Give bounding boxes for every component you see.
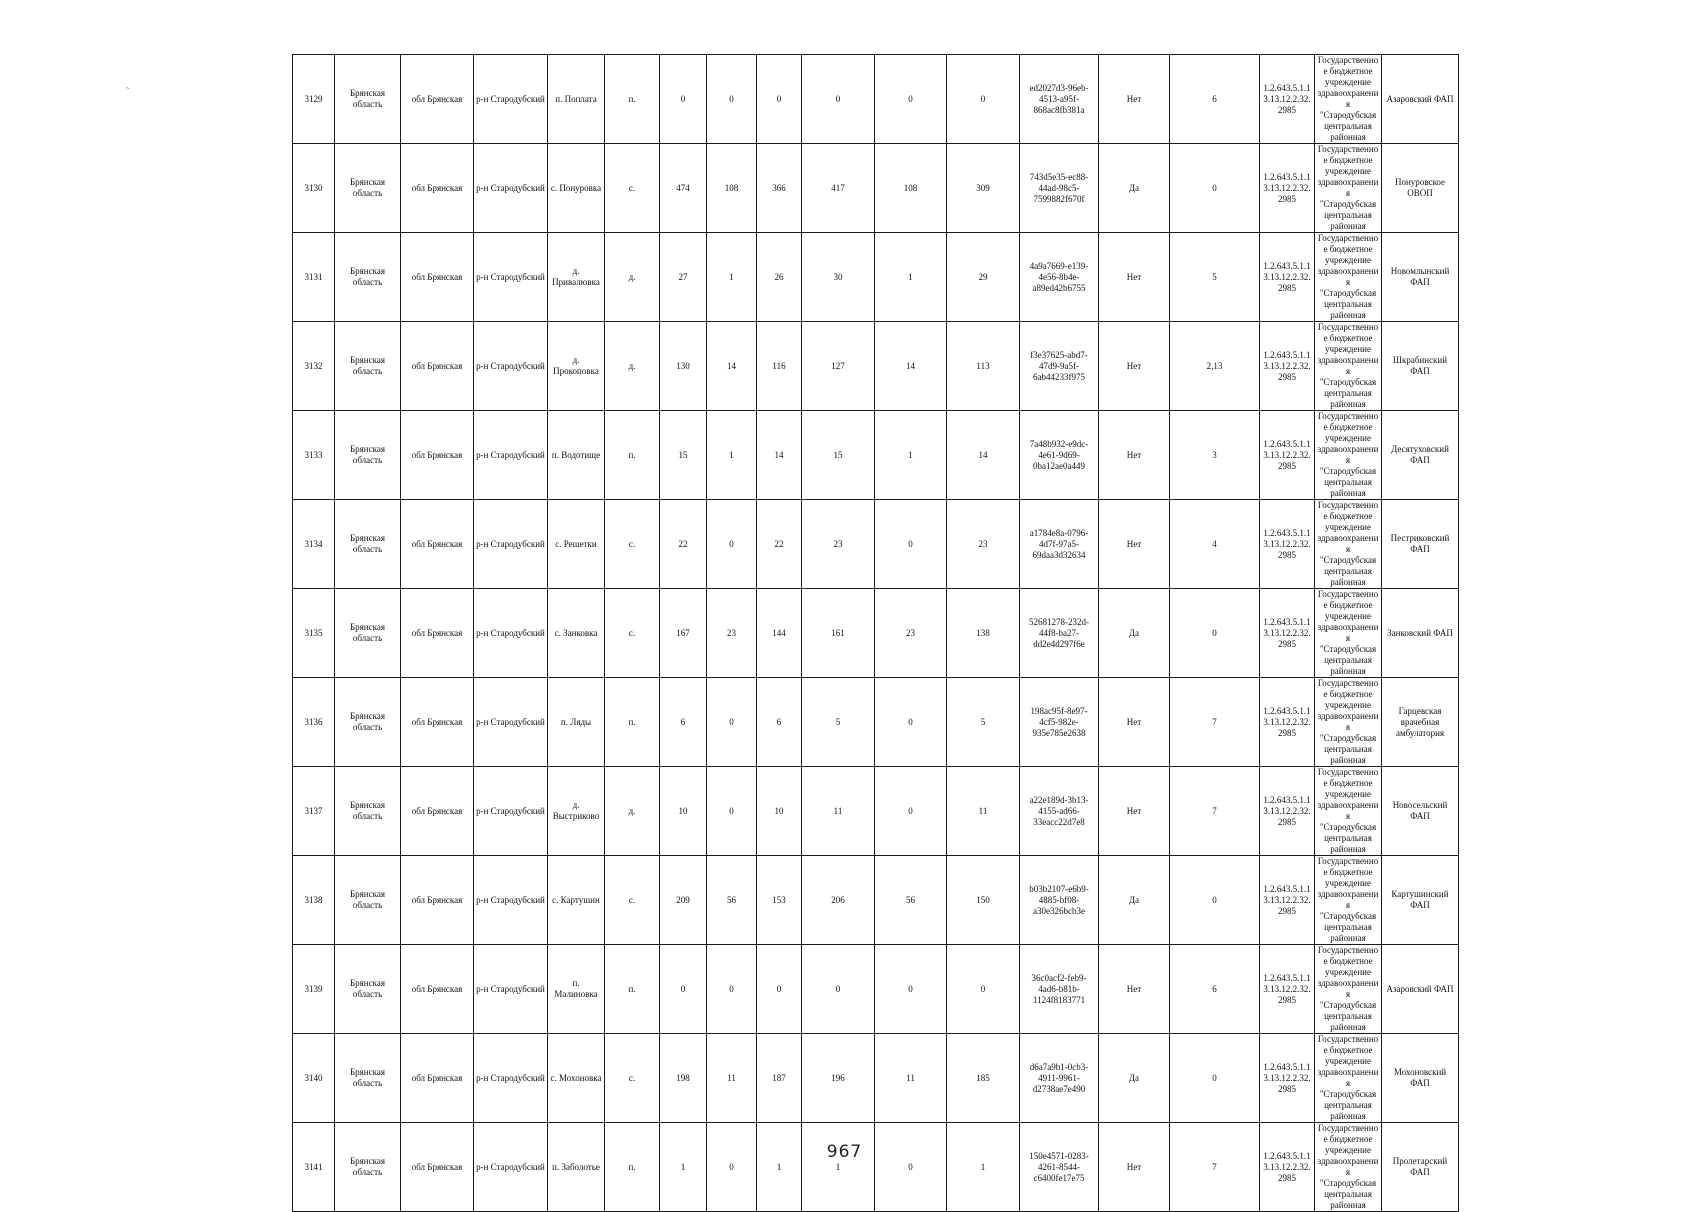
value-1-cell: 15 [660, 411, 707, 500]
table-row [293, 945, 1459, 1034]
settlement-guid-cell: 52681278-232d-44f8-ba27-dd2e4d297f6e [1020, 589, 1099, 678]
settlement-type-cell: п. [605, 945, 660, 1034]
settlement-type-cell: п. [605, 678, 660, 767]
value-3-cell: 22 [757, 500, 802, 589]
value-3-cell: 144 [757, 589, 802, 678]
settlement-guid-cell: 4a9a7669-e139-4e56-8b4e-a89ed42b6755 [1020, 233, 1099, 322]
facility-name-cell: Новосельский ФАП [1382, 767, 1459, 856]
district-name-cell: р-н Стародубский [474, 945, 548, 1034]
institution-name-cell: Государственное бюджетное учреждение здравоохранения "Стародубская центральная районная [1315, 411, 1382, 500]
institution-oid-cell: 1.2.643.5.1.13.13.12.2.32.2985 [1260, 678, 1315, 767]
district-name-cell: р-н Стародубский [474, 1034, 548, 1123]
institution-oid-cell: 1.2.643.5.1.13.13.12.2.32.2985 [1260, 856, 1315, 945]
institution-name-cell: Государственное бюджетное учреждение здравоохранения "Стародубская центральная районная [1315, 945, 1382, 1034]
value-3-cell: 6 [757, 678, 802, 767]
institution-name-cell: Государственное бюджетное учреждение здравоохранения "Стародубская центральная районная [1315, 1034, 1382, 1123]
settlement-type-cell: д. [605, 322, 660, 411]
value-1-cell: 6 [660, 678, 707, 767]
value-1-cell: 27 [660, 233, 707, 322]
has-facility-flag-cell: Нет [1099, 55, 1170, 144]
facility-name-cell: Азаровский ФАП [1382, 945, 1459, 1034]
settlement-guid-cell: ed2027d3-96eb-4513-a95f-868ac8fb381a [1020, 55, 1099, 144]
value-3-cell: 366 [757, 144, 802, 233]
table-row [293, 589, 1459, 678]
facility-name-cell: Пролетарский ФАП [1382, 1123, 1459, 1212]
region-name-cell: Брянская область [335, 856, 401, 945]
table-row [293, 144, 1459, 233]
value-2-cell: 11 [707, 1034, 757, 1123]
institution-oid-cell: 1.2.643.5.1.13.13.12.2.32.2985 [1260, 144, 1315, 233]
oblast-name-cell: обл Брянская [401, 589, 474, 678]
region-name-cell: Брянская область [335, 589, 401, 678]
value-5-cell: 0 [875, 945, 947, 1034]
institution-name-cell: Государственное бюджетное учреждение здравоохранения "Стародубская центральная районная [1315, 678, 1382, 767]
oblast-name-cell: обл Брянская [401, 678, 474, 767]
settlement-guid-cell: 198ac95f-8e97-4cf5-982e-935e785e2638 [1020, 678, 1099, 767]
value-6-cell: 138 [947, 589, 1020, 678]
value-6-cell: 5 [947, 678, 1020, 767]
oblast-name-cell: обл Брянская [401, 767, 474, 856]
value-1-cell: 0 [660, 945, 707, 1034]
facility-name-cell: Мохоновский ФАП [1382, 1034, 1459, 1123]
oblast-name-cell: обл Брянская [401, 856, 474, 945]
value-6-cell: 29 [947, 233, 1020, 322]
value-5-cell: 0 [875, 1123, 947, 1212]
institution-name-cell: Государственное бюджетное учреждение здравоохранения "Стародубская центральная районная [1315, 856, 1382, 945]
value-2-cell: 0 [707, 500, 757, 589]
institution-name-cell: Государственное бюджетное учреждение здравоохранения "Стародубская центральная районная [1315, 233, 1382, 322]
value-3-cell: 14 [757, 411, 802, 500]
distance-value-cell: 0 [1170, 589, 1260, 678]
institution-name-cell: Государственное бюджетное учреждение здравоохранения "Стародубская центральная районная [1315, 322, 1382, 411]
value-3-cell: 0 [757, 55, 802, 144]
district-name-cell: р-н Стародубский [474, 322, 548, 411]
settlement-type-cell: п. [605, 55, 660, 144]
district-name-cell: р-н Стародубский [474, 55, 548, 144]
value-6-cell: 309 [947, 144, 1020, 233]
value-3-cell: 187 [757, 1034, 802, 1123]
row-number-cell: 3139 [293, 945, 335, 1034]
row-number-cell: 3131 [293, 233, 335, 322]
facility-name-cell: Азаровский ФАП [1382, 55, 1459, 144]
settlement-name-cell: д. Прокоповка [548, 322, 605, 411]
district-name-cell: р-н Стародубский [474, 678, 548, 767]
value-4-cell: 417 [802, 144, 875, 233]
settlement-type-cell: д. [605, 767, 660, 856]
value-3-cell: 153 [757, 856, 802, 945]
district-name-cell: р-н Стародубский [474, 767, 548, 856]
table-body [293, 55, 1459, 1212]
value-4-cell: 0 [802, 945, 875, 1034]
value-2-cell: 1 [707, 411, 757, 500]
settlement-name-cell: п. Заболотье [548, 1123, 605, 1212]
value-1-cell: 10 [660, 767, 707, 856]
row-number-cell: 3136 [293, 678, 335, 767]
district-name-cell: р-н Стародубский [474, 1123, 548, 1212]
district-name-cell: р-н Стародубский [474, 233, 548, 322]
facility-name-cell: Гарцевская врачебная амбулатория [1382, 678, 1459, 767]
value-5-cell: 108 [875, 144, 947, 233]
institution-oid-cell: 1.2.643.5.1.13.13.12.2.32.2985 [1260, 500, 1315, 589]
value-6-cell: 0 [947, 945, 1020, 1034]
oblast-name-cell: обл Брянская [401, 411, 474, 500]
value-4-cell: 23 [802, 500, 875, 589]
value-2-cell: 23 [707, 589, 757, 678]
value-4-cell: 1 [802, 1123, 875, 1212]
table-row [293, 411, 1459, 500]
value-5-cell: 11 [875, 1034, 947, 1123]
value-2-cell: 0 [707, 678, 757, 767]
value-3-cell: 26 [757, 233, 802, 322]
settlement-type-cell: с. [605, 500, 660, 589]
institution-oid-cell: 1.2.643.5.1.13.13.12.2.32.2985 [1260, 767, 1315, 856]
region-name-cell: Брянская область [335, 322, 401, 411]
distance-value-cell: 6 [1170, 55, 1260, 144]
institution-name-cell: Государственное бюджетное учреждение здравоохранения "Стародубская центральная районная [1315, 144, 1382, 233]
value-6-cell: 14 [947, 411, 1020, 500]
has-facility-flag-cell: Нет [1099, 322, 1170, 411]
facility-name-cell: Шкрабинский ФАП [1382, 322, 1459, 411]
value-2-cell: 0 [707, 767, 757, 856]
distance-value-cell: 0 [1170, 1034, 1260, 1123]
value-3-cell: 116 [757, 322, 802, 411]
distance-value-cell: 0 [1170, 144, 1260, 233]
value-2-cell: 56 [707, 856, 757, 945]
settlement-guid-cell: a22e189d-3b13-4155-ad66-33eacc22d7e8 [1020, 767, 1099, 856]
has-facility-flag-cell: Нет [1099, 678, 1170, 767]
region-name-cell: Брянская область [335, 678, 401, 767]
value-3-cell: 0 [757, 945, 802, 1034]
table-row [293, 767, 1459, 856]
institution-name-cell: Государственное бюджетное учреждение здравоохранения "Стародубская центральная районная [1315, 55, 1382, 144]
settlement-name-cell: д. Выстриково [548, 767, 605, 856]
value-5-cell: 23 [875, 589, 947, 678]
value-6-cell: 1 [947, 1123, 1020, 1212]
distance-value-cell: 6 [1170, 945, 1260, 1034]
distance-value-cell: 5 [1170, 233, 1260, 322]
oblast-name-cell: обл Брянская [401, 1123, 474, 1212]
value-1-cell: 198 [660, 1034, 707, 1123]
value-1-cell: 209 [660, 856, 707, 945]
oblast-name-cell: обл Брянская [401, 500, 474, 589]
settlement-type-cell: с. [605, 1034, 660, 1123]
settlement-guid-cell: f3e37625-abd7-47d9-9a5f-6ab44233f975 [1020, 322, 1099, 411]
has-facility-flag-cell: Нет [1099, 1123, 1170, 1212]
facility-name-cell: Новомлынский ФАП [1382, 233, 1459, 322]
has-facility-flag-cell: Нет [1099, 767, 1170, 856]
value-1-cell: 474 [660, 144, 707, 233]
settlement-guid-cell: 36c0acf2-feb9-4ad6-b81b-1124f8183771 [1020, 945, 1099, 1034]
value-3-cell: 1 [757, 1123, 802, 1212]
value-2-cell: 0 [707, 1123, 757, 1212]
settlement-name-cell: с. Мохоновка [548, 1034, 605, 1123]
page-number: 967 [826, 1142, 863, 1162]
institution-oid-cell: 1.2.643.5.1.13.13.12.2.32.2985 [1260, 233, 1315, 322]
has-facility-flag-cell: Да [1099, 589, 1170, 678]
settlement-name-cell: с. Картушин [548, 856, 605, 945]
value-6-cell: 23 [947, 500, 1020, 589]
oblast-name-cell: обл Брянская [401, 55, 474, 144]
district-name-cell: р-н Стародубский [474, 500, 548, 589]
has-facility-flag-cell: Да [1099, 1034, 1170, 1123]
institution-oid-cell: 1.2.643.5.1.13.13.12.2.32.2985 [1260, 589, 1315, 678]
settlement-guid-cell: 150e4571-0283-4261-8544-c6400fe17e75 [1020, 1123, 1099, 1212]
has-facility-flag-cell: Да [1099, 856, 1170, 945]
region-name-cell: Брянская область [335, 1123, 401, 1212]
value-5-cell: 0 [875, 500, 947, 589]
value-1-cell: 130 [660, 322, 707, 411]
distance-value-cell: 4 [1170, 500, 1260, 589]
distance-value-cell: 7 [1170, 1123, 1260, 1212]
value-5-cell: 1 [875, 233, 947, 322]
institution-name-cell: Государственное бюджетное учреждение здравоохранения "Стародубская центральная районная [1315, 500, 1382, 589]
value-4-cell: 15 [802, 411, 875, 500]
settlement-name-cell: п. Малиновка [548, 945, 605, 1034]
district-name-cell: р-н Стародубский [474, 589, 548, 678]
has-facility-flag-cell: Нет [1099, 233, 1170, 322]
value-5-cell: 56 [875, 856, 947, 945]
value-5-cell: 14 [875, 322, 947, 411]
institution-oid-cell: 1.2.643.5.1.13.13.12.2.32.2985 [1260, 1123, 1315, 1212]
value-2-cell: 14 [707, 322, 757, 411]
region-name-cell: Брянская область [335, 1034, 401, 1123]
institution-name-cell: Государственное бюджетное учреждение здравоохранения "Стародубская центральная районная [1315, 1123, 1382, 1212]
district-name-cell: р-н Стародубский [474, 856, 548, 945]
facility-name-cell: Понуровское ОВОП [1382, 144, 1459, 233]
settlement-name-cell: п. Водотище [548, 411, 605, 500]
value-4-cell: 5 [802, 678, 875, 767]
value-4-cell: 206 [802, 856, 875, 945]
settlement-guid-cell: b03b2107-e6b9-4885-bf08-a30e326bcb3e [1020, 856, 1099, 945]
region-name-cell: Брянская область [335, 411, 401, 500]
settlements-table [292, 54, 1459, 1212]
settlement-type-cell: п. [605, 411, 660, 500]
institution-oid-cell: 1.2.643.5.1.13.13.12.2.32.2985 [1260, 945, 1315, 1034]
facility-name-cell: Занковский ФАП [1382, 589, 1459, 678]
facility-name-cell: Десятуховский ФАП [1382, 411, 1459, 500]
settlement-guid-cell: 7a48b932-e9dc-4e61-9d69-0ba12ae0a449 [1020, 411, 1099, 500]
settlement-type-cell: с. [605, 144, 660, 233]
value-2-cell: 108 [707, 144, 757, 233]
settlement-type-cell: п. [605, 1123, 660, 1212]
value-5-cell: 0 [875, 767, 947, 856]
table-row [293, 1034, 1459, 1123]
distance-value-cell: 2,13 [1170, 322, 1260, 411]
settlement-name-cell: д. Привалювка [548, 233, 605, 322]
row-number-cell: 3137 [293, 767, 335, 856]
oblast-name-cell: обл Брянская [401, 1034, 474, 1123]
table-row [293, 322, 1459, 411]
region-name-cell: Брянская область [335, 144, 401, 233]
facility-name-cell: Картушинский ФАП [1382, 856, 1459, 945]
region-name-cell: Брянская область [335, 233, 401, 322]
institution-oid-cell: 1.2.643.5.1.13.13.12.2.32.2985 [1260, 1034, 1315, 1123]
region-name-cell: Брянская область [335, 55, 401, 144]
value-5-cell: 0 [875, 678, 947, 767]
distance-value-cell: 7 [1170, 678, 1260, 767]
settlement-type-cell: с. [605, 589, 660, 678]
value-6-cell: 11 [947, 767, 1020, 856]
facility-name-cell: Пестриковский ФАП [1382, 500, 1459, 589]
row-number-cell: 3135 [293, 589, 335, 678]
scan-artifact-mark: ` [126, 86, 130, 98]
value-5-cell: 1 [875, 411, 947, 500]
value-1-cell: 22 [660, 500, 707, 589]
table-row [293, 500, 1459, 589]
row-number-cell: 3130 [293, 144, 335, 233]
row-number-cell: 3138 [293, 856, 335, 945]
settlement-name-cell: п. Ляды [548, 678, 605, 767]
row-number-cell: 3132 [293, 322, 335, 411]
has-facility-flag-cell: Да [1099, 144, 1170, 233]
distance-value-cell: 3 [1170, 411, 1260, 500]
institution-name-cell: Государственное бюджетное учреждение здравоохранения "Стародубская центральная районная [1315, 767, 1382, 856]
settlement-name-cell: с. Занковка [548, 589, 605, 678]
institution-oid-cell: 1.2.643.5.1.13.13.12.2.32.2985 [1260, 411, 1315, 500]
institution-oid-cell: 1.2.643.5.1.13.13.12.2.32.2985 [1260, 322, 1315, 411]
value-1-cell: 0 [660, 55, 707, 144]
settlement-name-cell: с. Понуровка [548, 144, 605, 233]
value-6-cell: 185 [947, 1034, 1020, 1123]
value-6-cell: 0 [947, 55, 1020, 144]
table-row [293, 55, 1459, 144]
value-2-cell: 0 [707, 55, 757, 144]
value-5-cell: 0 [875, 55, 947, 144]
row-number-cell: 3129 [293, 55, 335, 144]
value-4-cell: 127 [802, 322, 875, 411]
table-row [293, 678, 1459, 767]
settlement-name-cell: п. Поплата [548, 55, 605, 144]
region-name-cell: Брянская область [335, 500, 401, 589]
value-4-cell: 11 [802, 767, 875, 856]
value-4-cell: 30 [802, 233, 875, 322]
settlement-guid-cell: 743d5e35-ec88-44ad-98c5-7599882f670f [1020, 144, 1099, 233]
row-number-cell: 3134 [293, 500, 335, 589]
distance-value-cell: 0 [1170, 856, 1260, 945]
table-row [293, 233, 1459, 322]
value-1-cell: 167 [660, 589, 707, 678]
distance-value-cell: 7 [1170, 767, 1260, 856]
settlement-type-cell: с. [605, 856, 660, 945]
value-4-cell: 161 [802, 589, 875, 678]
institution-oid-cell: 1.2.643.5.1.13.13.12.2.32.2985 [1260, 55, 1315, 144]
district-name-cell: р-н Стародубский [474, 411, 548, 500]
region-name-cell: Брянская область [335, 767, 401, 856]
table-row [293, 1123, 1459, 1212]
row-number-cell: 3133 [293, 411, 335, 500]
settlement-name-cell: с. Решетки [548, 500, 605, 589]
has-facility-flag-cell: Нет [1099, 945, 1170, 1034]
value-1-cell: 1 [660, 1123, 707, 1212]
region-name-cell: Брянская область [335, 945, 401, 1034]
value-6-cell: 150 [947, 856, 1020, 945]
oblast-name-cell: обл Брянская [401, 322, 474, 411]
oblast-name-cell: обл Брянская [401, 945, 474, 1034]
oblast-name-cell: обл Брянская [401, 144, 474, 233]
value-4-cell: 0 [802, 55, 875, 144]
row-number-cell: 3140 [293, 1034, 335, 1123]
value-2-cell: 1 [707, 233, 757, 322]
row-number-cell: 3141 [293, 1123, 335, 1212]
district-name-cell: р-н Стародубский [474, 144, 548, 233]
value-6-cell: 113 [947, 322, 1020, 411]
oblast-name-cell: обл Брянская [401, 233, 474, 322]
institution-name-cell: Государственное бюджетное учреждение здравоохранения "Стародубская центральная районная [1315, 589, 1382, 678]
settlement-guid-cell: a1784e8a-0796-4d7f-97a5-69daa3d32634 [1020, 500, 1099, 589]
has-facility-flag-cell: Нет [1099, 500, 1170, 589]
table-row [293, 856, 1459, 945]
value-4-cell: 196 [802, 1034, 875, 1123]
value-3-cell: 10 [757, 767, 802, 856]
value-2-cell: 0 [707, 945, 757, 1034]
has-facility-flag-cell: Нет [1099, 411, 1170, 500]
settlement-type-cell: д. [605, 233, 660, 322]
settlement-guid-cell: d6a7a9b1-0cb3-4911-9961-d2738ae7e490 [1020, 1034, 1099, 1123]
